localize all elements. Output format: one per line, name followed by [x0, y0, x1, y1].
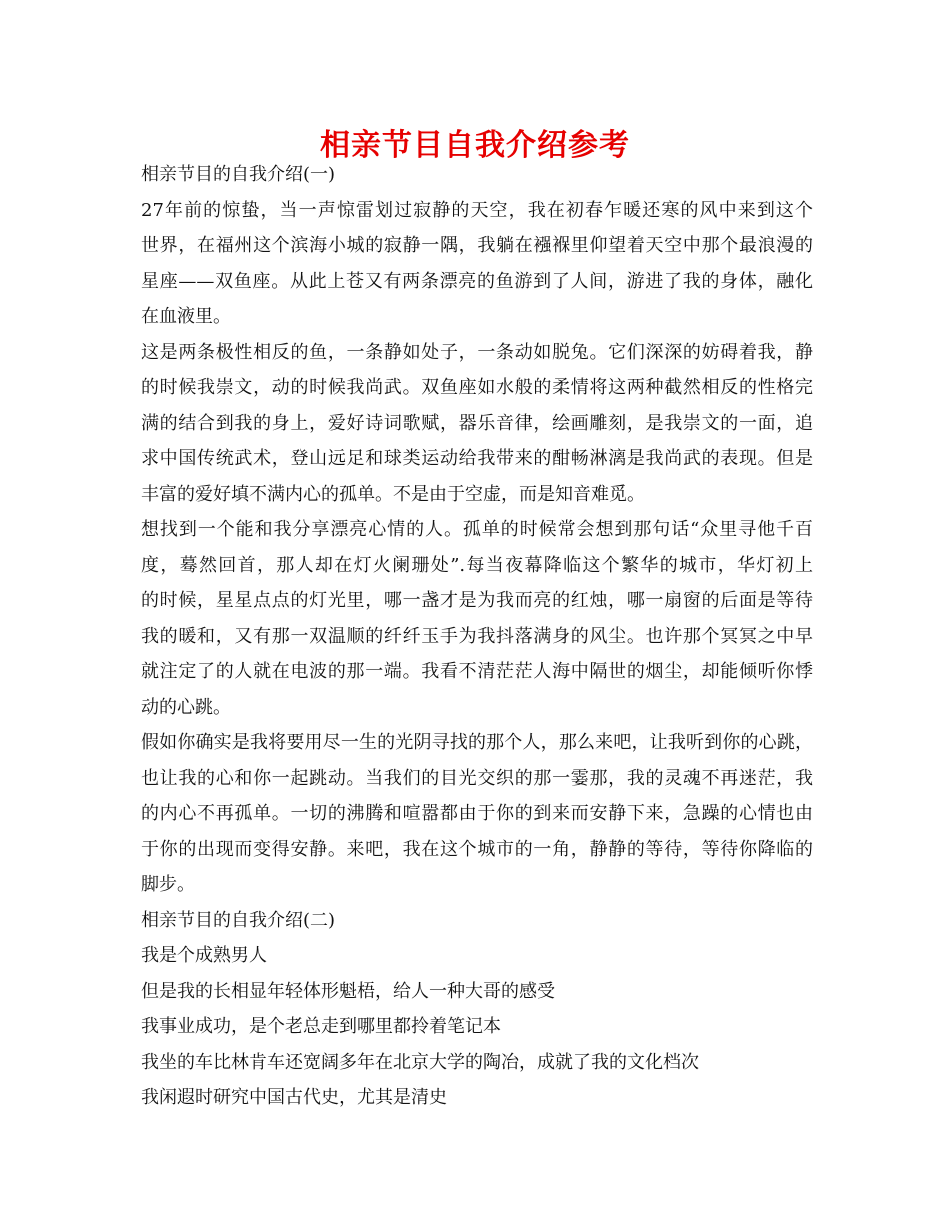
text-line: 的时候我崇文，动的时候我尚武。双鱼座如水般的柔情将这两种截然相反的性格完 — [141, 377, 813, 398]
section-heading: 相亲节目的自我介绍(一) — [141, 164, 336, 185]
text-line: 丰富的爱好填不满内心的孤单。不是由于空虚，而是知音难觅。 — [141, 483, 645, 505]
text-line: 我事业成功，是个老总走到哪里都拎着笔记本 — [141, 1016, 501, 1037]
text-line: 我闲遐时研究中国古代史，尤其是清史 — [141, 1087, 447, 1108]
text-line: 想找到一个能和我分享漂亮心情的人。孤单的时候常会想到那句话“众里寻他千百 — [141, 519, 813, 540]
text-line: 这是两条极性相反的鱼，一条静如处子，一条动如脱兔。它们深深的妨碍着我，静 — [141, 341, 813, 363]
text-line: 我是个成熟男人 — [141, 945, 267, 966]
text-line: 就注定了的人就在电波的那一端。我看不清茫茫人海中隔世的烟尘，却能倾听你悸 — [141, 661, 813, 682]
text-line: 我坐的车比林肯车还宽阔多年在北京大学的陶冶，成就了我的文化档次 — [141, 1051, 699, 1073]
document-title: 相亲节目自我介绍参考 — [320, 128, 630, 163]
text-line: 度，蓦然回首，那人却在灯火阑珊处”.每当夜幕降临这个繁华的城市，华灯初上 — [141, 554, 813, 576]
text-line: 27年前的惊蛰，当一声惊雷划过寂静的天空，我在初春乍暖还寒的风中来到这个 — [141, 199, 813, 221]
text-line: 我的暖和，又有那一双温顺的纤纤玉手为我抖落满身的风尘。也许那个冥冥之中早 — [141, 625, 813, 647]
text-line: 脚步。 — [141, 874, 195, 895]
text-line: 求中国传统武术，登山远足和球类运动给我带来的酣畅淋漓是我尚武的表现。但是 — [141, 448, 813, 469]
section-heading: 相亲节目的自我介绍(二) — [141, 909, 336, 931]
text-line: 于你的出现而变得安静。来吧，我在这个城市的一角，静静的等待，等待你降临的 — [141, 838, 813, 860]
text-line: 的时候，星星点点的灯光里，哪一盏才是为我而亮的红烛，哪一扇窗的后面是等待 — [141, 590, 813, 611]
text-line: 星座——双鱼座。从此上苍又有两条漂亮的鱼游到了人间，游进了我的身体，融化 — [141, 270, 813, 292]
text-line: 在血液里。 — [141, 306, 231, 327]
text-line: 的内心不再孤单。一切的沸腾和喧嚣都由于你的到来而安静下来，急躁的心情也由 — [141, 803, 813, 824]
text-line: 满的结合到我的身上，爱好诗词歌赋，器乐音律，绘画雕刻，是我崇文的一面，追 — [141, 412, 813, 434]
text-line: 世界，在福州这个滨海小城的寂静一隅，我躺在襁褓里仰望着天空中那个最浪漫的 — [141, 235, 813, 256]
text-line: 也让我的心和你一起跳动。当我们的目光交织的那一霎那，我的灵魂不再迷茫，我 — [141, 767, 813, 789]
text-line: 但是我的长相显年轻体形魁梧，给人一种大哥的感受 — [141, 980, 555, 1002]
text-line: 动的心跳。 — [141, 696, 231, 718]
document-body — [141, 157, 813, 1116]
text-line: 假如你确实是我将要用尽一生的光阴寻找的那个人，那么来吧，让我听到你的心跳， — [141, 732, 813, 753]
